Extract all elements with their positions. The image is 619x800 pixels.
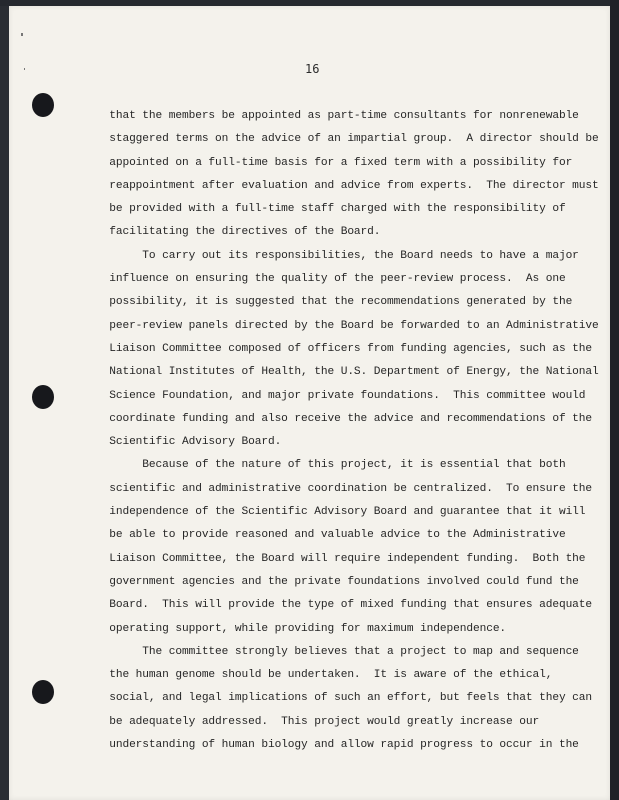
punch-hole-middle xyxy=(32,385,54,409)
text-line: To carry out its responsibilities, the Board needs to have a major xyxy=(96,249,579,262)
text-line: Board. This will provide the type of mixed funding that ensures adequate xyxy=(96,599,593,612)
text-line: be provided with a full-time staff charged with the responsibility of xyxy=(96,203,566,216)
punch-hole-bottom xyxy=(32,680,54,704)
text-line: Scientific Advisory Board. xyxy=(96,436,282,449)
text-line: that the members be appointed as part-time consultants for nonrenewable xyxy=(96,110,579,122)
text-line: peer-review panels directed by the Board be forwarded to an Administrative xyxy=(96,319,599,332)
text-line: understanding of human biology and allow rapid progress to occur in the xyxy=(96,739,579,752)
text-line: Liaison Committee composed of officers from funding agencies, such as the xyxy=(96,342,593,355)
text-line: appointed on a full-time basis for a fixed term with a possibility for xyxy=(96,156,573,169)
text-line: Science Foundation, and major private foundations. This committee would xyxy=(96,389,586,402)
text-line: independence of the Scientific Advisory Board and guarantee that it will xyxy=(96,506,586,519)
text-line: be adequately addressed. This project would greatly increase our xyxy=(96,715,540,728)
body-text xyxy=(96,105,599,757)
text-line: Liaison Committee, the Board will require independent funding. Both the xyxy=(96,552,586,565)
text-line: possibility, it is suggested that the recommendations generated by the xyxy=(96,296,573,309)
scan-speck xyxy=(21,33,23,36)
text-line: operating support, while providing for maximum independence. xyxy=(96,622,507,635)
text-line: social, and legal implications of such an effort, but feels that they can xyxy=(96,692,593,705)
text-line: influence on ensuring the quality of the peer-review process. As one xyxy=(96,273,566,286)
text-line: be able to provide reasoned and valuable advice to the Administrative xyxy=(96,529,566,542)
text-line: government agencies and the private foundations involved could fund the xyxy=(96,575,579,588)
scan-speck xyxy=(24,68,25,70)
text-line: reappointment after evaluation and advice from experts. The director must xyxy=(96,179,599,192)
text-line: National Institutes of Health, the U.S. Department of Energy, the National xyxy=(96,366,599,379)
text-line: facilitating the directives of the Board. xyxy=(96,226,381,239)
text-line: the human genome should be undertaken. It is aware of the ethical, xyxy=(96,669,553,682)
text-line: Because of the nature of this project, it is essential that both xyxy=(96,459,566,472)
punch-hole-top xyxy=(32,93,54,117)
page-number: 16 xyxy=(305,62,320,76)
scan-border-right xyxy=(610,0,619,800)
text-line: The committee strongly believes that a project to map and sequence xyxy=(96,645,579,658)
text-line: coordinate funding and also receive the advice and recommendations of the xyxy=(96,412,593,425)
text-line: staggered terms on the advice of an impartial group. A director should be xyxy=(96,133,599,146)
text-line: scientific and administrative coordination be centralized. To ensure the xyxy=(96,482,593,495)
